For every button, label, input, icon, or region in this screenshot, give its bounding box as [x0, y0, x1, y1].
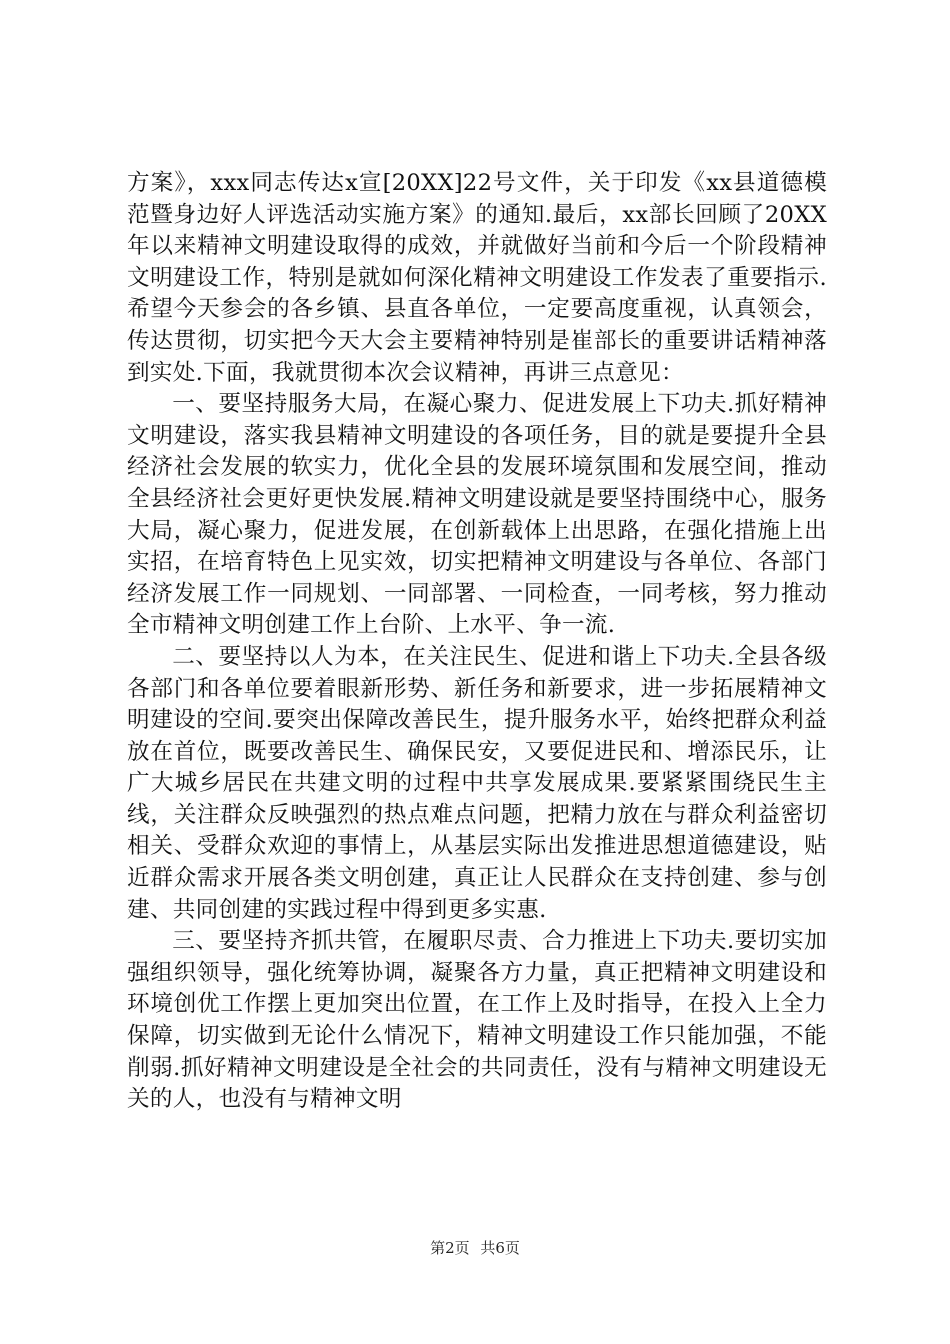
document-body [127, 168, 827, 1116]
paragraph-continuation: 方案》，xxx同志传达x宣[20XX]22号文件，关于印发《xx县道德模范暨身边好人评选活动实施方案》的通知.最后，xx部长回顾了20XX年以来精神文明建设取得的成效，并就做好当前和今后一个阶段精神文明建设工作，特别是就如何深化精神文明建设工作发表了重要指示.希望今天参会的各乡镇、县直各单位，一定要高度重视，认真领会，传达贯彻，切实把今天大会主要精神特别是崔部长的重要讲话精神落到实处.下面，我就贯彻本次会议精神，再讲三点意见： [127, 170, 827, 386]
paragraph-point-three: 三、要坚持齐抓共管，在履职尽责、合力推进上下功夫.要切实加强组织领导，强化统筹协调，凝聚各方力量，真正把精神文明建设和环境创优工作摆上更加突出位置，在工作上及时指导，在投入上全力保障，切实做到无论什么情况下，精神文明建设工作只能加强，不能削弱.抓好精神文明建设是全社会的共同责任，没有与精神文明建设无关的人，也没有与精神文明 [127, 928, 827, 1113]
paragraph-point-one: 一、要坚持服务大局，在凝心聚力、促进发展上下功夫.抓好精神文明建设，落实我县精神文明建设的各项任务，目的就是要提升全县经济社会发展的软实力，优化全县的发展环境氛围和发展空间，推动全县经济社会更好更快发展.精神文明建设就是要坚持围绕中心，服务大局，凝心聚力，促进发展，在创新载体上出思路，在强化措施上出实招，在培育特色上见实效，切实把精神文明建设与各单位、各部门经济发展工作一同规划、一同部署、一同检查，一同考核，努力推动全市精神文明创建工作上台阶、上水平、争一流. [127, 391, 827, 639]
paragraph-point-two: 二、要坚持以人为本，在关注民生、促进和谐上下功夫.全县各级各部门和各单位要着眼新形势、新任务和新要求，进一步拓展精神文明建设的空间.要突出保障改善民生，提升服务水平，始终把群众利益放在首位，既要改善民生、确保民安，又要促进民和、增添民乐，让广大城乡居民在共建文明的过程中共享发展成果.要紧紧围绕民生主线，关注群众反映强烈的热点难点问题，把精力放在与群众利益密切相关、受群众欢迎的事情上，从基层实际出发推进思想道德建设，贴近群众需求开展各类文明创建，真正让人民群众在支持创建、参与创建、共同创建的实践过程中得到更多实惠. [127, 643, 827, 923]
page-footer [0, 1238, 950, 1258]
page-number: 第2页 [430, 1239, 470, 1257]
page-total: 共6页 [480, 1239, 520, 1257]
